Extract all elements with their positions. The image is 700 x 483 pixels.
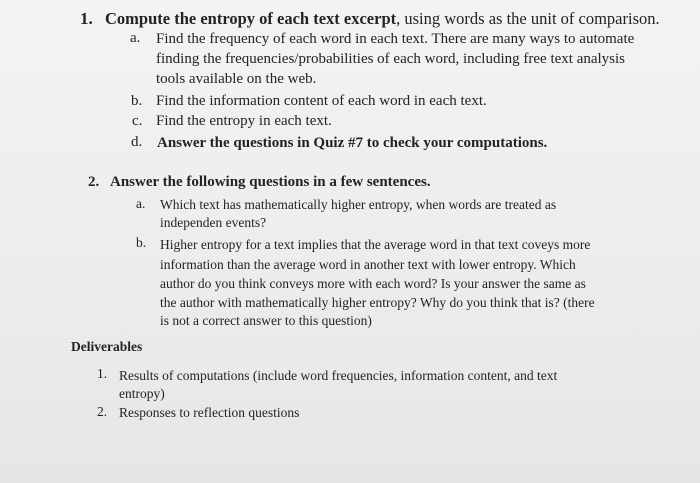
q1-item-a-line-2: finding the frequencies/probabilities of each word, including free text analysis — [156, 51, 626, 67]
deliverable-1-marker: 1. — [97, 366, 108, 381]
q2-item-a-line-2: independen events? — [160, 215, 267, 230]
q1-item-c-marker: c. — [132, 113, 143, 129]
q2-item-a-marker: a. — [136, 196, 146, 211]
q1-title-rest: , using words as the unit of comparison. — [396, 9, 660, 28]
q2-item-b-line-3: author do you think conveys more with each word? Is your answer the same as — [160, 276, 586, 291]
deliverables-heading: Deliverables — [71, 339, 143, 354]
q2-title: Answer the following questions in a few sentences. — [110, 174, 431, 190]
deliverable-1-line-2: entropy) — [119, 386, 165, 401]
deliverable-1-line-1: Results of computations (include word frequencies, information content, and text — [119, 368, 558, 383]
deliverable-2-marker: 2. — [97, 404, 108, 419]
q2-item-b-marker: b. — [136, 235, 147, 250]
q2-item-b-line-1: Higher entropy for a text implies that the average word in that text coveys more — [160, 237, 591, 252]
q1-item-a-line-1: Find the frequency of each word in each text. There are many ways to automate — [156, 31, 635, 47]
q2-item-b-line-4: the author with mathematically higher entropy? Why do you think that is? (there — [160, 295, 595, 310]
q1-number: 1. — [80, 9, 93, 28]
q1-title — [105, 11, 660, 28]
q2-number: 2. — [88, 174, 100, 190]
q2-item-b-line-5: is not a correct answer to this question) — [160, 313, 372, 328]
q1-item-b-line-1: Find the information content of each word in each text. — [156, 93, 487, 109]
q2-item-b-line-2: information than the average word in another text with lower entropy. Which — [160, 257, 576, 272]
q1-item-b-marker: b. — [131, 93, 143, 109]
q1-title-bold: Compute the entropy of each text excerpt — [105, 9, 397, 28]
q1-item-d-line-1: Answer the questions in Quiz #7 to check your computations. — [157, 135, 548, 151]
q1-item-c-line-1: Find the entropy in each text. — [156, 113, 332, 129]
q1-item-a-marker: a. — [130, 30, 141, 46]
q1-item-d-marker: d. — [131, 134, 143, 150]
deliverable-2-line-1: Responses to reflection questions — [119, 405, 300, 420]
q1-item-a-line-3: tools available on the web. — [156, 71, 317, 87]
q2-item-a-line-1: Which text has mathematically higher entropy, when words are treated as — [160, 197, 557, 212]
